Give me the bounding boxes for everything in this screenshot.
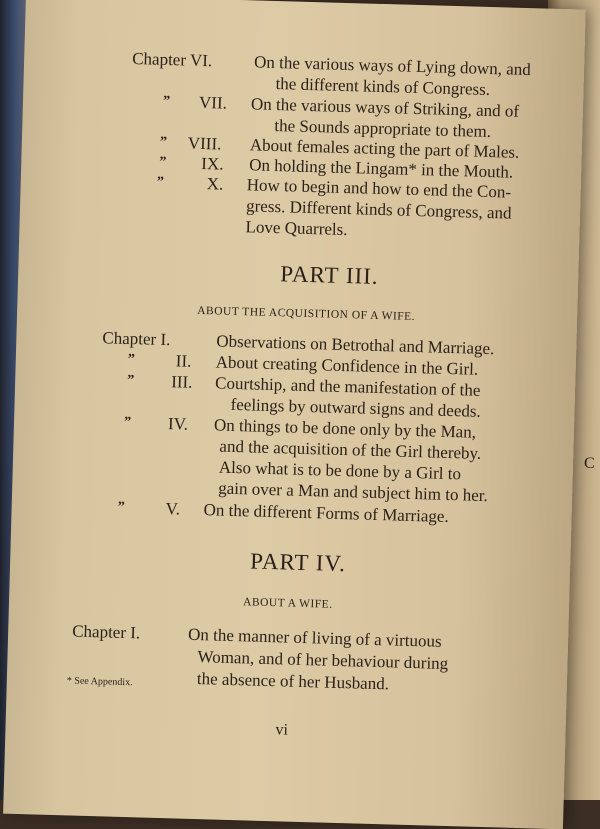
- chapter-label: IV.: [167, 414, 189, 434]
- part-subtitle: ABOUT THE ACQUISITION OF A WIFE.: [197, 304, 416, 323]
- ditto-mark: ”: [123, 414, 132, 431]
- chapter-label: V.: [165, 499, 181, 519]
- part-subtitle: ABOUT A WIFE.: [242, 596, 333, 611]
- ditto-mark: ”: [117, 499, 125, 515]
- chapter-label: VII.: [198, 92, 228, 113]
- chapter-text-line: On things to be done only by the Man,: [213, 415, 477, 442]
- chapter-label: IX.: [201, 153, 224, 174]
- chapter-text-line: the different kinds of Congress.: [275, 74, 491, 99]
- chapter-label: VIII.: [187, 133, 222, 154]
- chapter-text-line: Also what is to be done by a Girl to: [218, 457, 462, 484]
- chapter-text-line: On the manner of living of a virtuous: [187, 624, 442, 651]
- chapter-text-line: How to begin and how to end the Con-: [246, 175, 512, 202]
- book-page: [3, 0, 586, 829]
- chapter-text-line: the absence of her Husband.: [196, 669, 390, 694]
- chapter-label: II.: [175, 351, 192, 371]
- chapter-label: X.: [206, 174, 224, 194]
- chapter-text-line: On holding the Lingam* in the Mouth.: [249, 155, 514, 182]
- ditto-mark: ”: [162, 93, 171, 110]
- part-title: PART III.: [279, 261, 379, 289]
- chapter-text-line: On the various ways of Lying down, and: [253, 52, 532, 80]
- part-title: PART IV.: [249, 548, 347, 577]
- chapter-text-line: feelings by outward signs and deeds.: [230, 394, 482, 421]
- ditto-mark: ”: [159, 134, 168, 150]
- chapter-text-line: the Sounds appropriate to them.: [274, 115, 492, 142]
- chapter-text-line: and the acquisition of the Girl thereby.: [219, 436, 482, 463]
- chapter-text-line: Courtship, and the manifestation of the: [214, 373, 481, 400]
- ditto-mark: ”: [156, 174, 165, 190]
- chapter-text-line: Love Quarrels.: [245, 217, 348, 240]
- chapter-text-line: gress. Different kinds of Congress, and: [245, 196, 512, 223]
- ditto-mark: ”: [127, 351, 136, 368]
- chapter-label: III.: [170, 372, 193, 392]
- ditto-mark: ”: [127, 372, 135, 389]
- chapter-text-line: About creating Confidence in the Girl.: [215, 352, 479, 379]
- chapter-label: Chapter I.: [102, 328, 171, 350]
- chapter-text-line: On the different Forms of Marriage.: [203, 500, 450, 527]
- chapter-text-line: On the various ways of Striking, and of: [250, 94, 520, 121]
- ditto-mark: ”: [159, 154, 167, 170]
- chapter-text-line: Observations on Betrothal and Marriage.: [216, 331, 495, 359]
- chapter-label: Chapter I.: [71, 621, 141, 643]
- footnote: * See Appendix.: [66, 675, 133, 689]
- chapter-text-line: Woman, and of her behaviour during: [197, 647, 449, 674]
- chapter-label: Chapter VI.: [131, 48, 213, 71]
- chapter-text-line: About females acting the part of Males.: [249, 135, 520, 162]
- page-number: vi: [275, 721, 289, 739]
- next-page-text-fragment: C: [584, 455, 595, 472]
- chapter-text-line: gain over a Man and subject him to her.: [218, 478, 489, 506]
